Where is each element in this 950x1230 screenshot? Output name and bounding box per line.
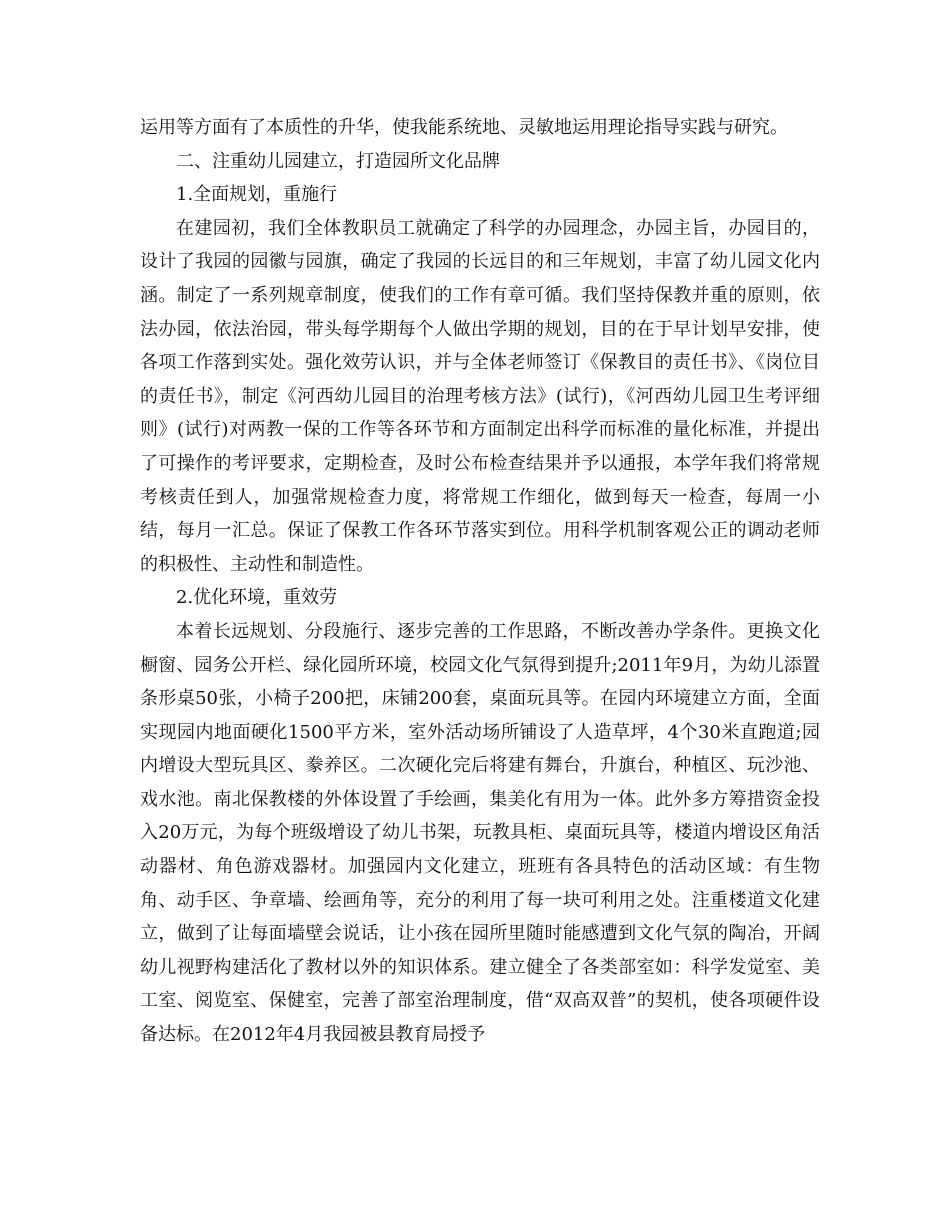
subsection-heading-planning: 1.全面规划，重施行	[176, 184, 338, 206]
section-heading: 二、注重幼儿园建立，打造园所文化品牌	[176, 150, 500, 172]
paragraph-environment: 本着长远规划、分段施行、逐步完善的工作思路，不断改善办学条件。更换文化橱窗、园务公开栏、绿化园所环境，校园文化气氛得到提升;2011年9月，为幼儿添置条形桌50张，小椅子200把，床铺200套，桌面玩具等。在园内环境建立方面，全面实现园内地面硬化1500平方米，室外活动场所铺设了人造草坪，4个30米直跑道;园内增设大型玩具区、豢养区。二次硬化完后将建有舞台，升旗台，种植区、玩沙池、戏水池。南北保教楼的外体设置了手绘画，集美化有用为一体。此外多方筹措资金投入20万元，为每个班级增设了幼儿书架，玩教具柜、桌面玩具等，楼道内增设区角活动器材、角色游戏器材。加强园内文化建立，班班有各具特色的活动区域：有生物角、动手区、争章墙、绘画角等，充分的利用了每一块可利用之处。注重楼道文化建立，做到了让每面墙壁会说话，让小孩在园所里随时能感遭到文化气氛的陶冶，开阔幼儿视野构建活化了教材以外的知识体系。建立健全了各类部室如：科学发觉室、美工室、阅览室、保健室，完善了部室治理制度，借“双高双普”的契机，使各项硬件设备达标。在2012年4月我园被县教育局授予	[140, 620, 820, 1046]
document-body	[140, 111, 820, 1052]
paragraph-continuation: 运用等方面有了本质性的升华，使我能系统地、灵敏地运用理论指导实践与研究。	[140, 117, 788, 138]
paragraph-planning: 在建园初，我们全体教职员工就确定了科学的办园理念，办园主旨，办园目的，设计了我园的园徽与园旗，确定了我园的长远目的和三年规划，丰富了幼儿园文化内涵。制定了一系列规章制度，使我们的工作有章可循。我们坚持保教并重的原则，依法办园，依法治园，带头每学期每个人做出学期的规划，目的在于早计划早安排，使各项工作落到实处。强化效劳认识，并与全体老师签订《保教目的责任书》、《岗位目的责任书》，制定《河西幼儿园目的治理考核方法》(试行)，《河西幼儿园卫生考评细则》(试行)对两教一保的工作等各环节和方面制定出科学而标准的量化标准，并提出了可操作的考评要求，定期检查，及时公布检查结果并予以通报，本学年我们将常规考核责任到人，加强常规检查力度，将常规工作细化，做到每天一检查，每周一小结，每月一汇总。保证了保教工作各环节落实到位。用科学机制客观公正的调动老师的积极性、主动性和制造性。	[140, 217, 820, 575]
subsection-heading-environment: 2.优化环境，重效劳	[176, 587, 338, 609]
